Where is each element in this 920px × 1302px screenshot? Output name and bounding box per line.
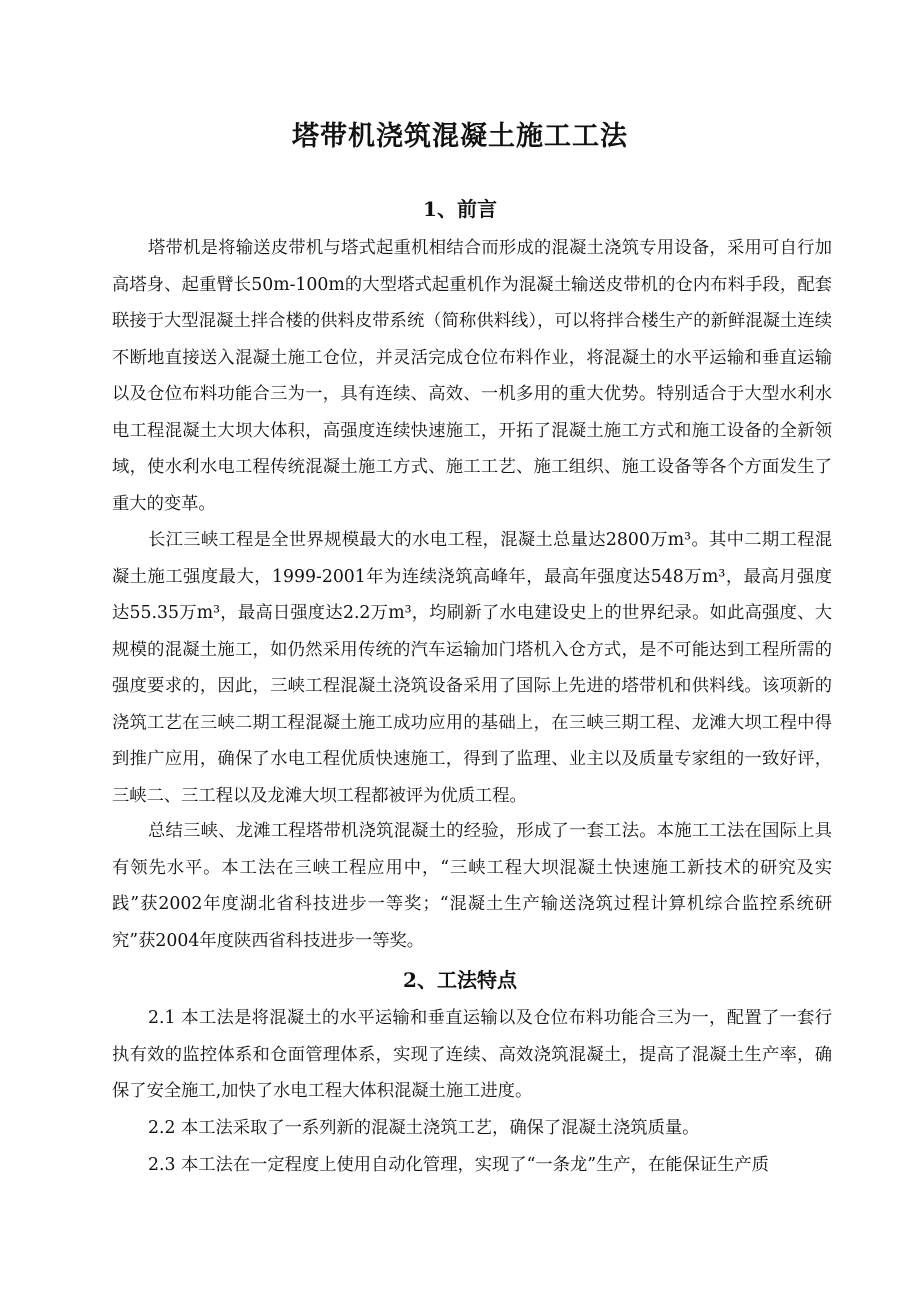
paragraph-preface-intro: 塔带机是将输送皮带机与塔式起重机相结合而形成的混凝土浇筑专用设备，采用可自行加高塔身、起重臂长50m-100m的大型塔式起重机作为混凝土输送皮带机的仓内布料手段，配套联接于大型混凝土拌合楼的供料皮带系统（简称供料线），可以将拌合楼生产的新鲜混凝土连续不断地直接送入混凝土施工仓位，并灵活完成仓位布料作业，将混凝土的水平运输和垂直运输以及仓位布料功能合三为一，具有连续、高效、一机多用的重大优势。特别适合于大型水利水电工程混凝土大坝大体积，高强度连续快速施工，开拓了混凝土施工方式和施工设备的全新领域，使水利水电工程传统混凝土施工方式、施工工艺、施工组织、施工设备等各个方面发生了重大的变革。 [112, 238, 832, 514]
paragraph-preface-summary: 总结三峡、龙滩工程塔带机浇筑混凝土的经验，形成了一套工法。本施工工法在国际上具有领先水平。本工法在三峡工程应用中，“三峡工程大坝混凝土快速施工新技术的研究及实践”获2002年度湖北省科技进步一等奖；“混凝土生产输送浇筑过程计算机综合监控系统研究”获2004年度陕西省科技进步一等奖。 [112, 821, 832, 951]
document-title: 塔带机浇筑混凝土施工工法 [292, 121, 628, 152]
paragraph-feature-2-2: 2.2 本工法采取了一系列新的混凝土浇筑工艺，确保了混凝土浇筑质量。 [148, 1118, 700, 1138]
paragraph-feature-2-1: 2.1 本工法是将混凝土的水平运输和垂直运输以及仓位布料功能合三为一，配置了一套行执有效的监控体系和仓面管理体系，实现了连续、高效浇筑混凝土，提高了混凝土生产率，确保了安全施工,加快了水电工程大体积混凝土施工进度。 [112, 1008, 832, 1101]
section-heading-features: 2、工法特点 [403, 968, 517, 992]
section-heading-preface: 1、前言 [423, 197, 497, 221]
paragraph-feature-2-3: 2.3 本工法在一定程度上使用自动化管理，实现了“一条龙”生产，在能保证生产质 [148, 1155, 769, 1175]
paragraph-preface-three-gorges: 长江三峡工程是全世界规模最大的水电工程，混凝土总量达2800万m³。其中二期工程混凝土施工强度最大，1999-2001年为连续浇筑高峰年，最高年强度达548万m³，最高月强度达55.35万m³，最高日强度达2.2万m³，均刷新了水电建设史上的世界纪录。如此高强度、大规模的混凝土施工，如仍然采用传统的汽车运输加门塔机入仓方式，是不可能达到工程所需的强度要求的，因此，三峡工程混凝土浇筑设备采用了国际上先进的塔带机和供料线。该项新的浇筑工艺在三峡二期工程混凝土施工成功应用的基础上，在三峡三期工程、龙滩大坝工程中得到推广应用，确保了水电工程优质快速施工，得到了监理、业主以及质量专家组的一致好评，三峡二、三工程以及龙滩大坝工程都被评为优质工程。 [112, 530, 832, 806]
